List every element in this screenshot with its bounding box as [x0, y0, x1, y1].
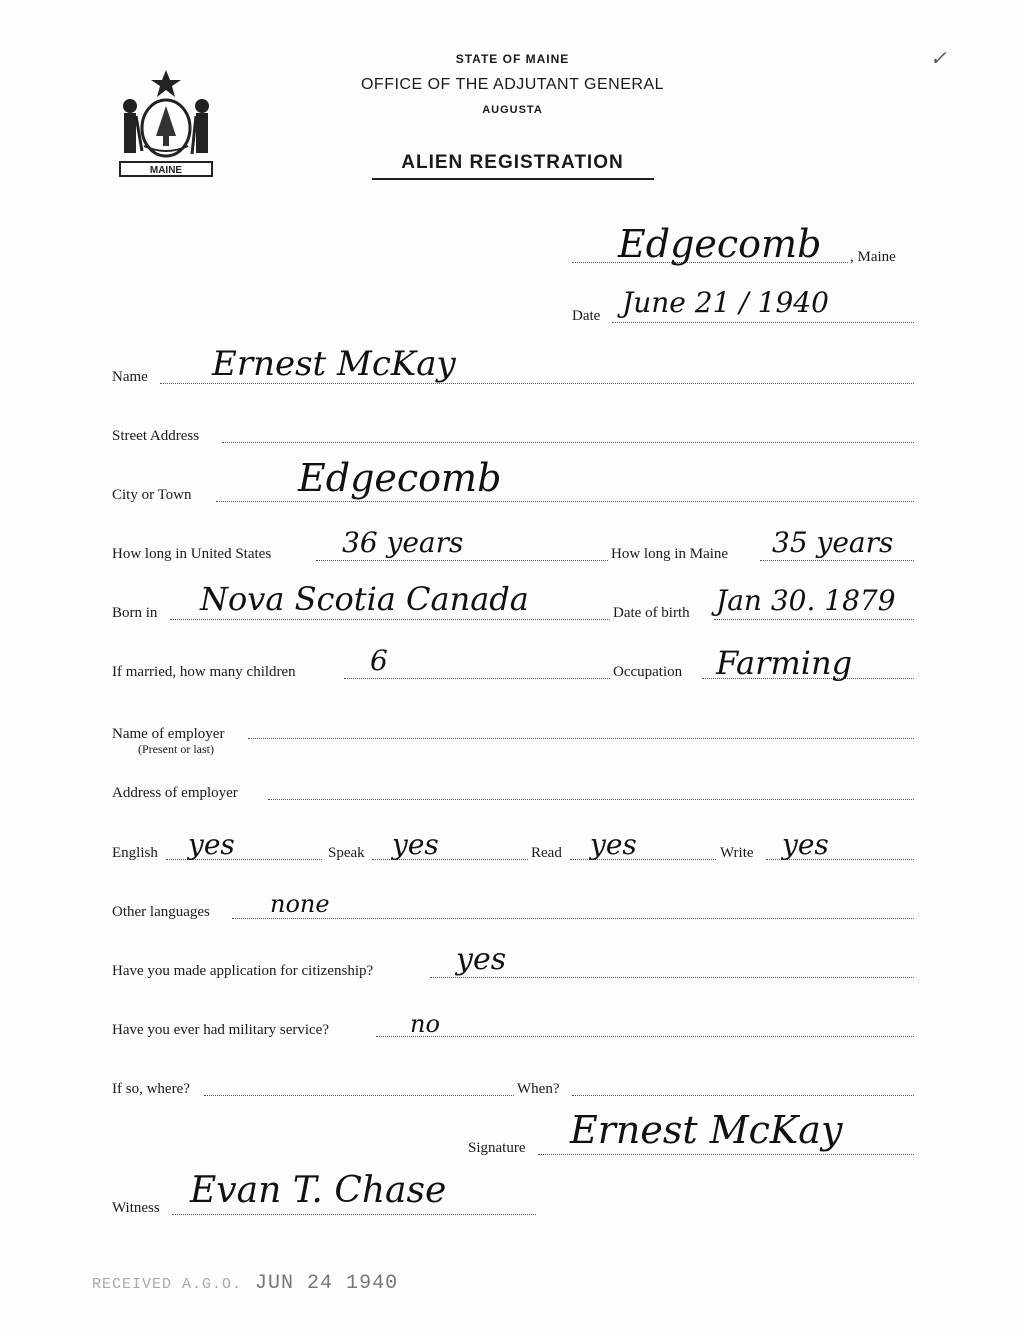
other-languages-line: [232, 918, 914, 919]
us-years-value: 36 years: [342, 526, 464, 559]
state-heading: STATE OF MAINE: [455, 52, 570, 66]
witness-value: Evan T. Chase: [190, 1170, 447, 1211]
dob-value: Jan 30. 1879: [716, 584, 896, 617]
date-label: Date: [572, 308, 601, 324]
title-underline: [372, 178, 654, 180]
signature-value: Ernest McKay: [570, 1108, 843, 1152]
military-value: no: [410, 1010, 440, 1038]
maine-years-value: 35 years: [772, 526, 894, 559]
military-line: [376, 1036, 914, 1037]
employer-line: [248, 738, 914, 739]
form-title: ALIEN REGISTRATION: [401, 152, 624, 173]
maine-state-seal: [112, 66, 220, 184]
name-value: Ernest McKay: [212, 344, 456, 384]
born-in-value: Nova Scotia Canada: [200, 580, 529, 618]
dob-line: [714, 619, 914, 620]
citizenship-line: [430, 977, 914, 978]
dob-label: Date of birth: [613, 605, 690, 621]
born-in-line: [170, 619, 610, 620]
speak-value: yes: [392, 828, 439, 861]
office-heading: OFFICE OF THE ADJUTANT GENERAL: [360, 76, 665, 93]
street-label: Street Address: [112, 428, 200, 444]
write-value: yes: [782, 828, 829, 861]
other-languages-label: Other languages: [112, 904, 210, 920]
received-stamp-date: JUN 24 1940: [255, 1272, 399, 1295]
signature-line: [538, 1154, 914, 1155]
street-line: [222, 442, 914, 443]
seal-banner-text: MAINE: [149, 165, 183, 176]
date-value: June 21 / 1940: [622, 286, 829, 319]
us-years-line: [316, 560, 608, 561]
occupation-label: Occupation: [613, 664, 683, 680]
city-value: Edgecomb: [298, 456, 502, 500]
received-stamp-prefix: RECEIVED A.G.O.: [92, 1276, 243, 1293]
city-heading: AUGUSTA: [482, 104, 543, 116]
read-label: Read: [531, 845, 562, 861]
when-label: When?: [517, 1081, 560, 1097]
employer-label: Name of employer: [112, 726, 225, 742]
born-in-label: Born in: [112, 605, 158, 621]
children-label: If married, how many children: [112, 664, 296, 680]
citizenship-label: Have you made application for citizenship?: [112, 963, 374, 979]
received-stamp: [92, 1272, 398, 1295]
children-line: [344, 678, 610, 679]
read-value: yes: [590, 828, 637, 861]
name-label: Name: [112, 369, 148, 385]
write-label: Write: [720, 845, 754, 861]
signature-label: Signature: [468, 1140, 526, 1156]
english-label: English: [112, 845, 158, 861]
maine-years-line: [760, 560, 914, 561]
citizenship-value: yes: [456, 942, 507, 977]
maine-years-label: How long in Maine: [611, 546, 729, 562]
other-languages-value: none: [270, 890, 330, 918]
witness-label: Witness: [112, 1200, 160, 1216]
when-line: [572, 1095, 914, 1096]
city-label: City or Town: [112, 487, 192, 503]
witness-line: [172, 1214, 536, 1215]
occupation-value: Farming: [716, 644, 853, 682]
employer-sublabel: (Present or last): [138, 742, 214, 756]
where-label: If so, where?: [112, 1081, 190, 1097]
date-line: [612, 322, 914, 323]
town-value: Edgecomb: [618, 222, 822, 266]
children-value: 6: [370, 644, 388, 677]
city-line: [216, 501, 914, 502]
military-label: Have you ever had military service?: [112, 1022, 329, 1038]
employer-address-label: Address of employer: [112, 785, 238, 801]
english-value: yes: [188, 828, 235, 861]
us-years-label: How long in United States: [112, 546, 272, 562]
corner-check-mark: ✓: [930, 46, 947, 70]
employer-address-line: [268, 799, 914, 800]
maine-suffix: , Maine: [850, 249, 896, 265]
where-line: [204, 1095, 514, 1096]
speak-label: Speak: [328, 845, 365, 861]
